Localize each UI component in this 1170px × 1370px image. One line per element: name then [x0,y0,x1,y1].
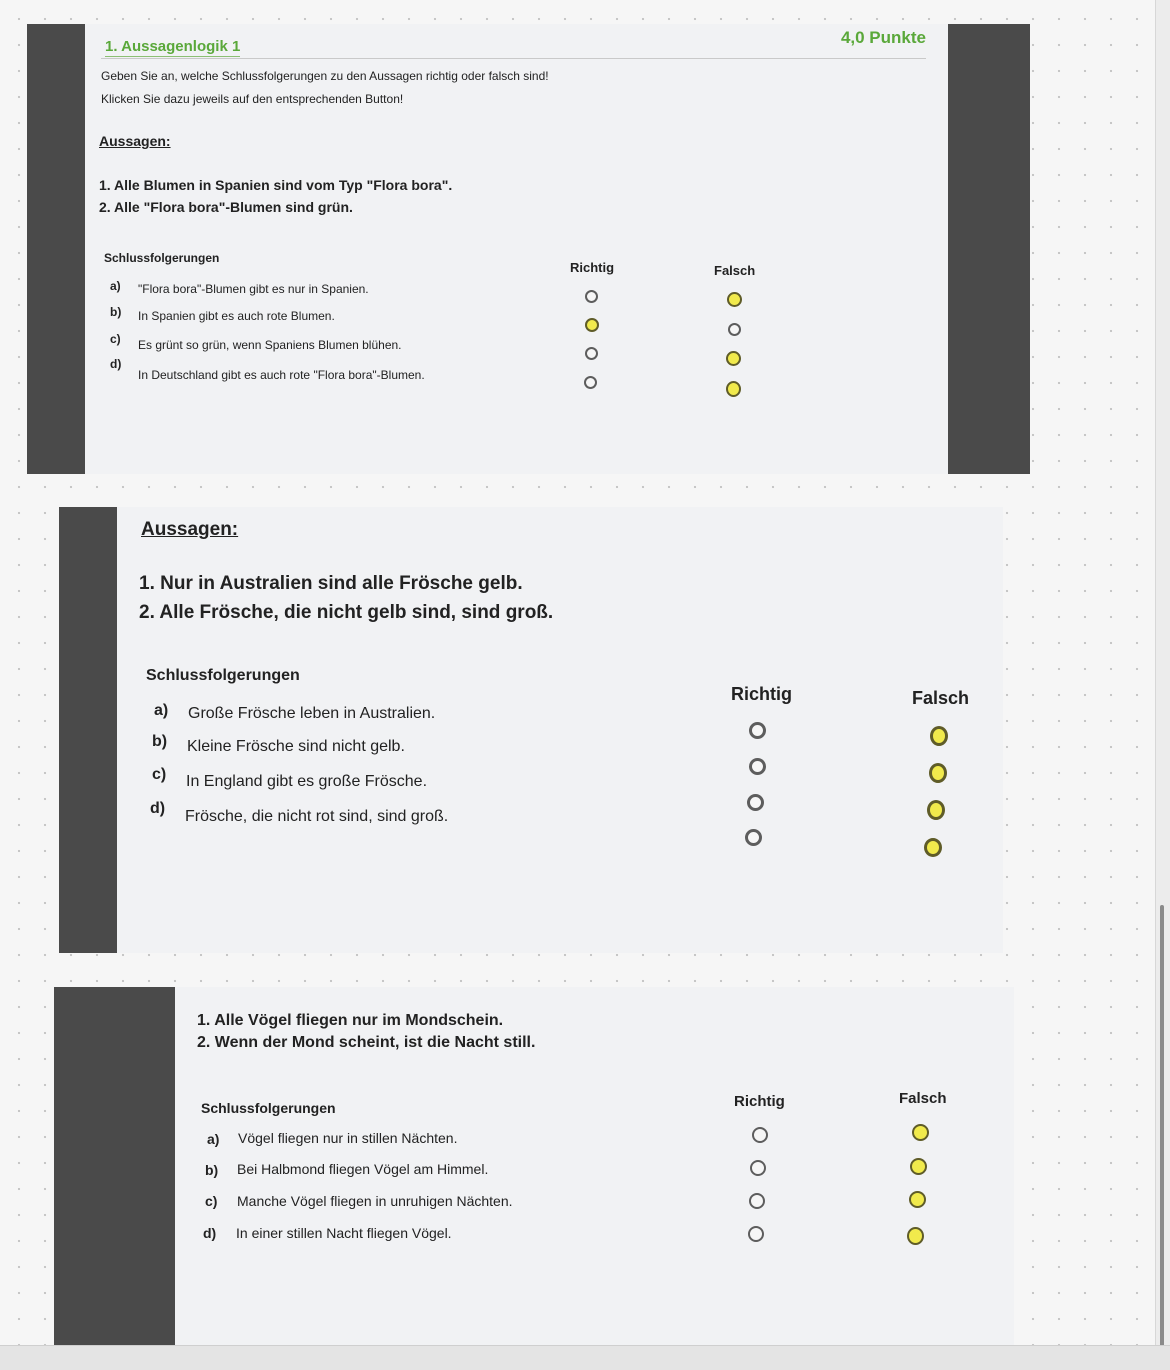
aussagen-heading: Aussagen: [141,519,239,540]
quiz-panel-3 [54,987,1014,1346]
radio-richtig-d[interactable] [745,829,762,846]
item-text: Manche Vögel fliegen in unruhigen Nächten. [237,1193,513,1209]
item-letter: a) [207,1131,220,1147]
item-text: In England gibt es große Frösche. [186,773,428,790]
item-text: "Flora bora"-Blumen gibt es nur in Spanien. [138,282,369,296]
radio-falsch-b[interactable] [728,323,741,336]
question-title: 1. Aussagenlogik 1 [105,38,241,55]
radio-richtig-d[interactable] [584,376,597,389]
screen-bezel-right [948,24,1030,474]
schlussfolgerungen-heading: Schlussfolgerungen [104,251,220,265]
item-letter: c) [110,332,121,346]
title-divider [101,58,926,59]
radio-richtig-b[interactable] [750,1160,766,1176]
statement-1: 1. Nur in Australien sind alle Frösche gelb. [139,573,523,594]
instruction-line-2: Klicken Sie dazu jeweils auf den entsprechenden Button! [101,92,404,106]
radio-richtig-c[interactable] [749,1193,765,1209]
points-label: 4,0 Punkte [840,28,926,47]
radio-falsch-c[interactable] [909,1191,926,1208]
quiz-screen-2 [117,507,1003,953]
richtig-column-header: Richtig [734,1093,785,1110]
radio-richtig-b[interactable] [585,318,599,332]
falsch-column-header: Falsch [714,263,756,278]
item-letter: c) [152,766,167,783]
item-text: In Deutschland gibt es auch rote "Flora bora"-Blumen. [138,368,425,382]
statement-2: 2. Wenn der Mond scheint, ist die Nacht still. [197,1034,536,1051]
richtig-column-header: Richtig [570,260,615,275]
item-text: Kleine Frösche sind nicht gelb. [187,738,405,755]
aussagen-heading: Aussagen: [99,133,171,149]
falsch-column-header: Falsch [899,1090,947,1107]
item-letter: b) [205,1162,219,1178]
statement-2: 2. Alle "Flora bora"-Blumen sind grün. [99,199,353,215]
radio-richtig-c[interactable] [747,794,764,811]
quiz-screen-1 [85,24,948,474]
item-text: Bei Halbmond fliegen Vögel am Himmel. [237,1161,489,1177]
radio-richtig-a[interactable] [749,722,766,739]
schlussfolgerungen-heading: Schlussfolgerungen [201,1100,336,1116]
radio-falsch-a[interactable] [727,292,742,307]
bottom-bar [0,1345,1170,1370]
radio-falsch-d[interactable] [924,838,942,857]
vertical-scrollbar[interactable] [1160,905,1164,1355]
quiz-panel-2 [59,507,1003,953]
statement-1: 1. Alle Vögel fliegen nur im Mondschein. [197,1012,504,1029]
quiz-screen-3 [175,987,1014,1346]
item-text: Große Frösche leben in Australien. [188,705,436,722]
item-letter: b) [152,733,168,750]
item-letter: c) [205,1193,218,1209]
item-text: Vögel fliegen nur in stillen Nächten. [238,1130,458,1146]
radio-richtig-a[interactable] [585,290,598,303]
radio-falsch-a[interactable] [930,726,948,746]
quiz-panel-1 [27,24,1030,474]
falsch-column-header: Falsch [912,688,970,708]
item-text: In einer stillen Nacht fliegen Vögel. [236,1225,452,1241]
item-letter: d) [110,357,122,371]
item-text: Es grünt so grün, wenn Spaniens Blumen blühen. [138,338,402,352]
item-text: Frösche, die nicht rot sind, sind groß. [185,808,449,825]
screen-bezel-left [59,507,117,953]
statement-2: 2. Alle Frösche, die nicht gelb sind, sind groß. [139,602,554,623]
item-letter: d) [150,800,166,817]
instruction-line-1: Geben Sie an, welche Schlussfolgerungen zu den Aussagen richtig oder falsch sind! [101,69,549,83]
radio-falsch-a[interactable] [912,1124,929,1141]
radio-falsch-b[interactable] [910,1158,927,1175]
radio-falsch-c[interactable] [726,351,741,366]
radio-richtig-c[interactable] [585,347,598,360]
radio-falsch-d[interactable] [726,381,741,397]
item-text: In Spanien gibt es auch rote Blumen. [138,309,335,323]
screen-bezel-left [54,987,175,1346]
item-letter: b) [110,305,122,319]
item-letter: d) [203,1225,217,1241]
item-letter: a) [110,279,121,293]
radio-richtig-a[interactable] [752,1127,768,1143]
richtig-column-header: Richtig [731,684,792,704]
statement-1: 1. Alle Blumen in Spanien sind vom Typ "Flora bora". [99,177,453,193]
radio-falsch-c[interactable] [927,800,945,820]
screen-bezel-left [27,24,85,474]
radio-falsch-b[interactable] [929,763,947,783]
radio-richtig-b[interactable] [749,758,766,775]
radio-falsch-d[interactable] [907,1227,924,1245]
schlussfolgerungen-heading: Schlussfolgerungen [146,667,300,684]
radio-richtig-d[interactable] [748,1226,764,1242]
item-letter: a) [154,702,169,719]
